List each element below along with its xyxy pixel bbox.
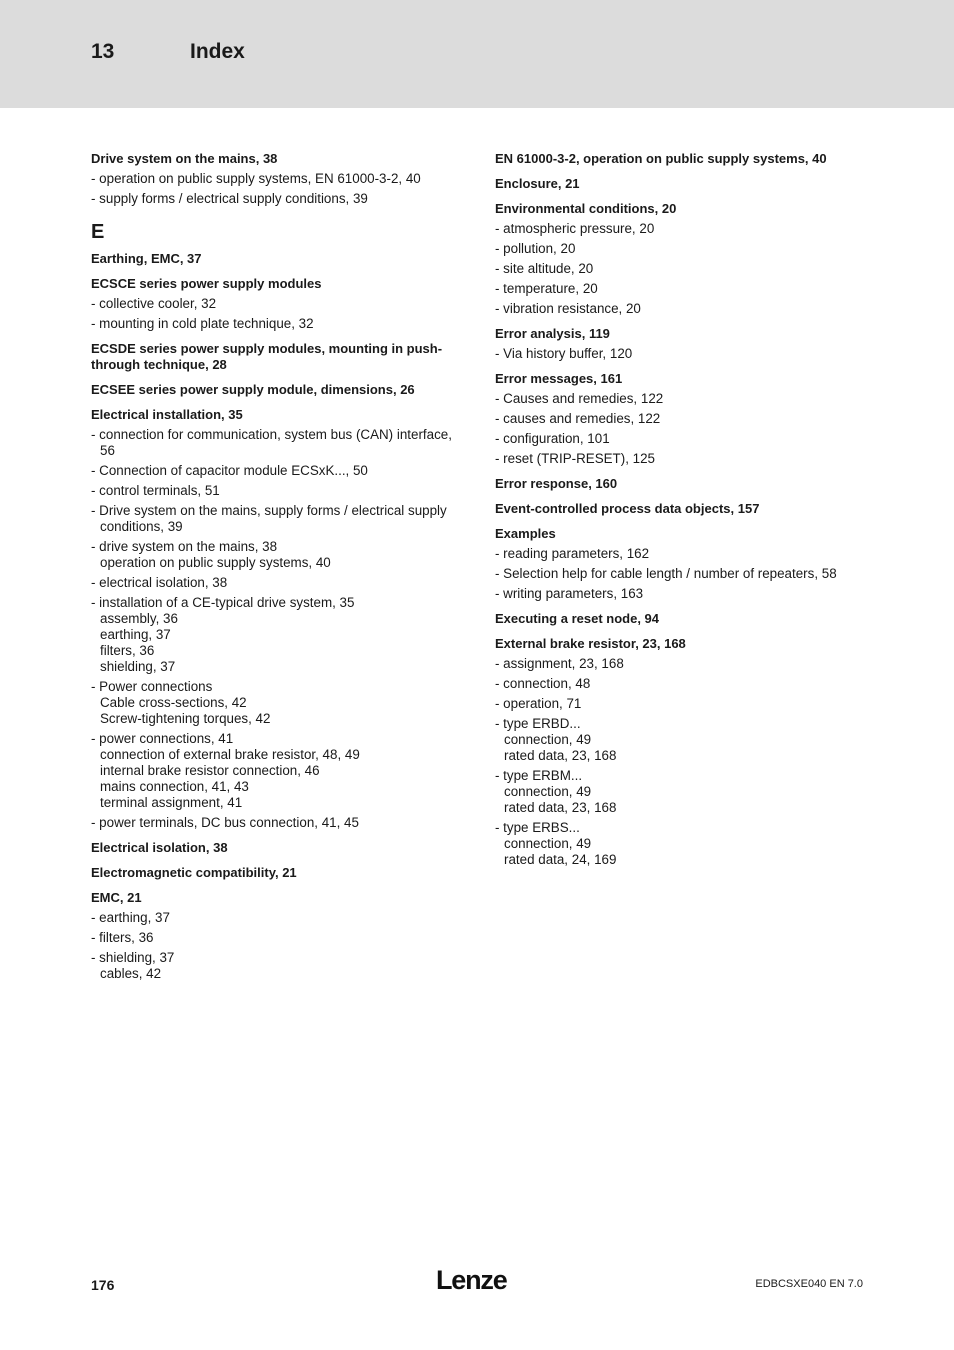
- index-entry: [91, 407, 461, 831]
- index-subentry: [495, 696, 895, 712]
- document-id: EDBCSXE040 EN 7.0: [755, 1278, 863, 1290]
- index-entry: [495, 176, 895, 192]
- subentry-continuation: mains connection, 41, 43: [100, 779, 249, 794]
- subentry-text: - pollution, 20: [495, 241, 576, 256]
- subentry-continuation: connection, 49: [504, 836, 592, 851]
- index-entry-heading: Environmental conditions, 20: [495, 201, 677, 216]
- index-entry-heading: Electrical installation, 35: [91, 407, 243, 422]
- subentry-text: - power terminals, DC bus connection, 41, 45: [91, 815, 359, 830]
- index-entry: [495, 201, 895, 317]
- index-subentry: [91, 503, 461, 535]
- subentry-continuation: rated data, 23, 168: [504, 800, 617, 815]
- subentry-continuation: Screw-tightening torques, 42: [100, 711, 271, 726]
- index-subentry: [91, 910, 461, 926]
- index-subentry: [495, 241, 895, 257]
- index-entry: [91, 840, 461, 856]
- subentry-text: - configuration, 101: [495, 431, 610, 446]
- index-entry-heading: Error response, 160: [495, 476, 618, 491]
- subentry-continuation: connection, 49: [504, 784, 592, 799]
- index-subentry: [91, 539, 461, 571]
- index-subentry: [495, 221, 895, 237]
- index-subentry: [495, 411, 895, 427]
- index-subentry: [91, 595, 461, 675]
- subentry-text: - filters, 36: [91, 930, 154, 945]
- index-entry: [495, 636, 895, 868]
- subentry-text: - operation on public supply systems, EN 61000-3-2, 40: [91, 171, 421, 186]
- index-entry: [495, 476, 895, 492]
- index-entry-heading: Earthing, EMC, 37: [91, 251, 202, 266]
- index-letter-heading: E: [91, 221, 105, 243]
- index-entry: [91, 341, 461, 373]
- index-entry-heading: EMC, 21: [91, 890, 142, 905]
- index-entry-heading: Drive system on the mains, 38: [91, 151, 278, 166]
- index-entry: [495, 611, 895, 627]
- subentry-text: - type ERBD...: [495, 716, 581, 731]
- index-entry: [91, 276, 461, 332]
- index-subentry: [495, 716, 895, 764]
- subentry-continuation: shielding, 37: [100, 659, 176, 674]
- subentry-text: - Connection of capacitor module ECSxK..., 50: [91, 463, 368, 478]
- chapter-number: 13: [91, 40, 115, 63]
- index-subentry: [91, 950, 461, 982]
- index-subentry: [91, 483, 461, 499]
- index-subentry: [91, 316, 461, 332]
- index-entry: [495, 371, 895, 467]
- index-entry-heading: ECSDE series power supply modules, mounting in push-through technique, 28: [91, 341, 443, 372]
- subentry-text: - type ERBM...: [495, 768, 583, 783]
- subentry-continuation: terminal assignment, 41: [100, 795, 243, 810]
- subentry-text: - type ERBS...: [495, 820, 580, 835]
- subentry-text: - Power connections: [91, 679, 213, 694]
- index-subentry: [495, 301, 895, 317]
- subentry-continuation: cables, 42: [100, 966, 162, 981]
- index-subentry: [495, 391, 895, 407]
- subentry-text: - reading parameters, 162: [495, 546, 650, 561]
- subentry-continuation: operation on public supply systems, 40: [100, 555, 331, 570]
- index-subentry: [91, 191, 461, 207]
- subentry-continuation: rated data, 23, 168: [504, 748, 617, 763]
- subentry-text: - electrical isolation, 38: [91, 575, 228, 590]
- index-entry-heading: EN 61000-3-2, operation on public supply systems, 40: [495, 151, 827, 166]
- subentry-text: - supply forms / electrical supply conditions, 39: [91, 191, 368, 206]
- index-entry-heading: Electromagnetic compatibility, 21: [91, 865, 297, 880]
- subentry-text: - drive system on the mains, 38: [91, 539, 278, 554]
- index-entry-heading: Error analysis, 119: [495, 326, 610, 341]
- index-subentry: [91, 296, 461, 312]
- subentry-text: - connection, 48: [495, 676, 591, 691]
- index-subentry: [91, 463, 461, 479]
- subentry-continuation: connection of external brake resistor, 48, 49: [100, 747, 360, 762]
- index-subentry: [495, 261, 895, 277]
- index-entry-heading: Executing a reset node, 94: [495, 611, 660, 626]
- subentry-continuation: internal brake resistor connection, 46: [100, 763, 320, 778]
- index-subentry: [495, 346, 895, 362]
- index-subentry: [91, 731, 461, 811]
- subentry-text: - Via history buffer, 120: [495, 346, 633, 361]
- index-subentry: [91, 427, 461, 459]
- subentry-text: - collective cooler, 32: [91, 296, 217, 311]
- chapter-header-band: [0, 0, 954, 108]
- subentry-text: - reset (TRIP-RESET), 125: [495, 451, 655, 466]
- index-entry-heading: Electrical isolation, 38: [91, 840, 228, 855]
- subentry-continuation: Cable cross-sections, 42: [100, 695, 247, 710]
- subentry-text: - Selection help for cable length / number of repeaters, 58: [495, 566, 837, 581]
- index-subentry: [91, 575, 461, 591]
- index-subentry: [91, 815, 461, 831]
- index-entry-heading: External brake resistor, 23, 168: [495, 636, 686, 651]
- subentry-text: - power connections, 41: [91, 731, 234, 746]
- index-entry: [91, 865, 461, 881]
- subentry-text: - causes and remedies, 122: [495, 411, 661, 426]
- subentry-continuation: earthing, 37: [100, 627, 171, 642]
- subentry-text: - operation, 71: [495, 696, 582, 711]
- index-subentry: [495, 676, 895, 692]
- index-subentry: [495, 768, 895, 816]
- svg-text:Lenze: Lenze: [436, 1265, 507, 1295]
- subentry-continuation: connection, 49: [504, 732, 592, 747]
- index-subentry: [495, 586, 895, 602]
- index-column-right: [495, 151, 895, 877]
- index-subentry: [495, 566, 895, 582]
- index-subentry: [91, 679, 461, 727]
- index-subentry: [495, 451, 895, 467]
- subentry-text: - connection for communication, system bus (CAN) interface, 56: [91, 427, 452, 458]
- subentry-text: - vibration resistance, 20: [495, 301, 641, 316]
- subentry-text: - site altitude, 20: [495, 261, 594, 276]
- subentry-text: - earthing, 37: [91, 910, 170, 925]
- index-subentry: [91, 930, 461, 946]
- subentry-text: - installation of a CE-typical drive system, 35: [91, 595, 355, 610]
- index-entry-heading: Examples: [495, 526, 556, 541]
- index-subentry: [495, 281, 895, 297]
- index-entry: [495, 501, 895, 517]
- index-entry-heading: Enclosure, 21: [495, 176, 580, 191]
- subentry-text: - temperature, 20: [495, 281, 598, 296]
- subentry-text: - Drive system on the mains, supply forms / electrical supply conditions, 39: [91, 503, 447, 534]
- index-entry-heading: Event-controlled process data objects, 157: [495, 501, 760, 516]
- subentry-continuation: assembly, 36: [100, 611, 178, 626]
- subentry-text: - mounting in cold plate technique, 32: [91, 316, 314, 331]
- index-entry: [495, 151, 895, 167]
- subentry-text: - atmospheric pressure, 20: [495, 221, 655, 236]
- index-entry: [495, 526, 895, 602]
- subentry-text: - control terminals, 51: [91, 483, 220, 498]
- index-subentry: [91, 171, 461, 187]
- lenze-logo: [436, 1264, 516, 1296]
- index-entry-heading: Error messages, 161: [495, 371, 623, 386]
- subentry-text: - shielding, 37: [91, 950, 175, 965]
- page-number: 176: [91, 1277, 115, 1293]
- subentry-text: - writing parameters, 163: [495, 586, 644, 601]
- subentry-continuation: rated data, 24, 169: [504, 852, 617, 867]
- index-entry: [91, 151, 461, 207]
- index-entry: [91, 890, 461, 982]
- chapter-title: Index: [190, 40, 245, 63]
- subentry-text: - assignment, 23, 168: [495, 656, 624, 671]
- index-entry: [91, 382, 461, 398]
- subentry-continuation: filters, 36: [100, 643, 155, 658]
- index-subentry: [495, 431, 895, 447]
- index-subentry: [495, 546, 895, 562]
- subentry-text: - Causes and remedies, 122: [495, 391, 664, 406]
- index-subentry: [495, 656, 895, 672]
- index-entry: [495, 326, 895, 362]
- index-subentry: [495, 820, 895, 868]
- index-entry-heading: ECSCE series power supply modules: [91, 276, 322, 291]
- index-column-left: [91, 151, 461, 991]
- index-entry: [91, 251, 461, 267]
- index-entry-heading: ECSEE series power supply module, dimensions, 26: [91, 382, 415, 397]
